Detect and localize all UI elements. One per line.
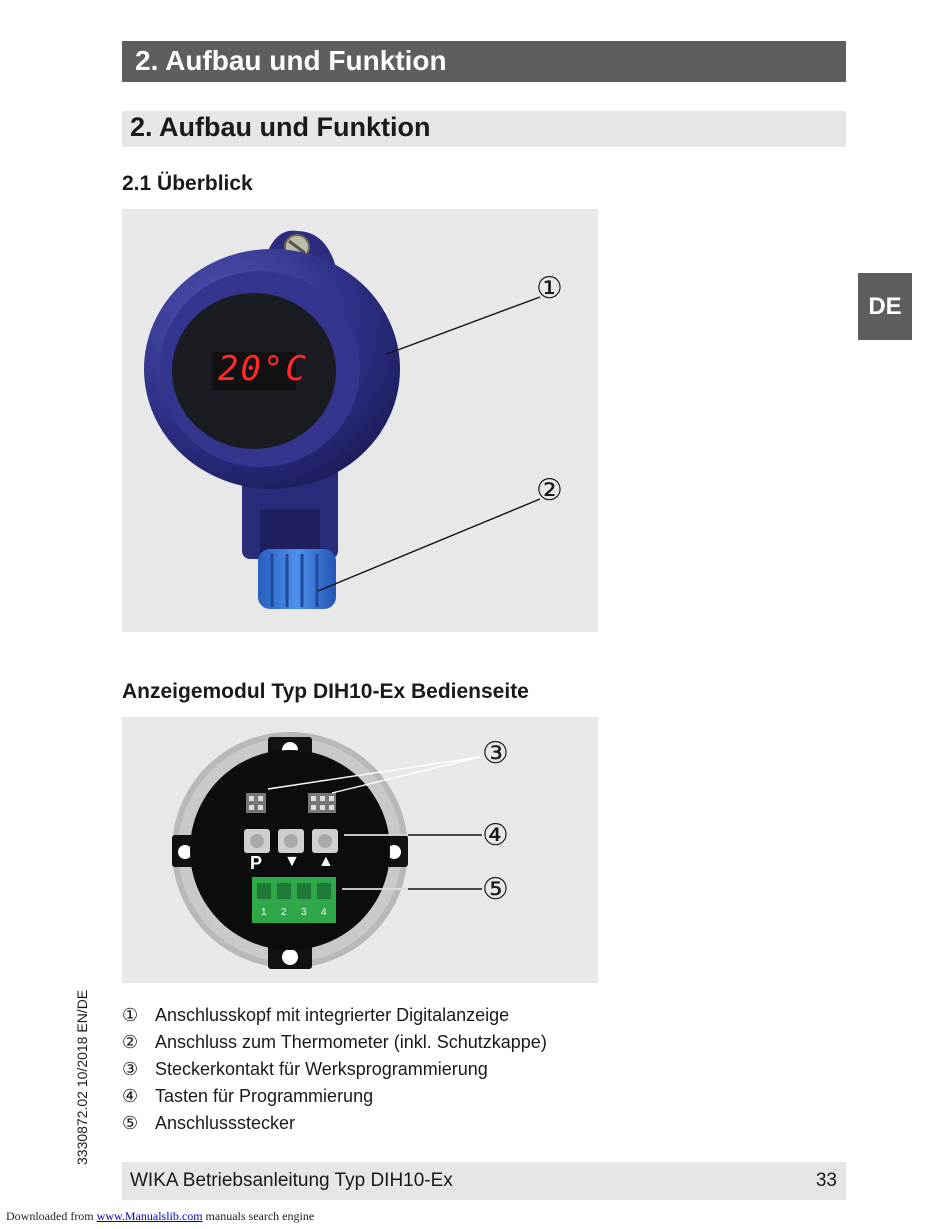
legend-number: ⑤ xyxy=(122,1113,139,1133)
page-footer xyxy=(122,1162,846,1200)
callout-1: ① xyxy=(536,272,563,305)
chapter-header-bar xyxy=(122,41,846,82)
callout-4: ④ xyxy=(482,819,509,852)
download-suffix: manuals search engine xyxy=(202,1209,315,1223)
button-label-up: ▲ xyxy=(318,853,334,870)
footer-title: WIKA Betriebsanleitung Typ DIH10-Ex xyxy=(130,1170,453,1191)
button-label-p: P xyxy=(250,853,263,873)
legend-text: Tasten für Programmierung xyxy=(155,1086,374,1106)
download-prefix: Downloaded from xyxy=(6,1209,97,1223)
section-header-bar xyxy=(122,111,846,147)
subsection-title: 2.1 Überblick xyxy=(122,172,253,195)
legend-number: ① xyxy=(122,1005,139,1025)
legend-text: Anschlussstecker xyxy=(155,1113,296,1133)
legend-item xyxy=(122,1029,547,1056)
callout-2: ② xyxy=(536,474,563,507)
chapter-header-title: 2. Aufbau und Funktion xyxy=(135,45,447,76)
document-number: 3330872.02 10/2018 EN/DE xyxy=(74,989,90,1165)
legend-text: Anschlusskopf mit integrierter Digitalanzeige xyxy=(155,1005,510,1025)
figure-connection-head xyxy=(122,209,598,632)
legend-text: Anschluss zum Thermometer (inkl. Schutzkappe) xyxy=(155,1032,547,1052)
display-module-illustration xyxy=(122,717,598,983)
legend-number: ② xyxy=(122,1032,139,1052)
legend-number: ④ xyxy=(122,1086,139,1106)
figure-legend xyxy=(122,1002,547,1137)
terminal-number-4: 4 xyxy=(321,907,327,918)
legend-item xyxy=(122,1002,547,1029)
legend-item xyxy=(122,1110,547,1137)
terminal-number-1: 1 xyxy=(261,907,267,918)
figure-display-module xyxy=(122,717,598,983)
callout-3: ③ xyxy=(482,737,509,770)
legend-text: Steckerkontakt für Werksprogrammierung xyxy=(155,1059,488,1079)
module-heading: Anzeigemodul Typ DIH10-Ex Bedienseite xyxy=(122,680,529,703)
section-title: 2. Aufbau und Funktion xyxy=(130,112,431,142)
download-notice xyxy=(6,1209,314,1224)
button-label-down: ▼ xyxy=(284,853,300,870)
terminal-number-3: 3 xyxy=(301,907,307,918)
legend-item xyxy=(122,1056,547,1083)
callout-5: ⑤ xyxy=(482,873,509,906)
language-tab: DE xyxy=(858,273,912,340)
terminal-number-2: 2 xyxy=(281,907,287,918)
legend-item xyxy=(122,1083,547,1110)
manualslib-link[interactable]: www.Manualslib.com xyxy=(96,1209,203,1223)
page-number: 33 xyxy=(815,1170,837,1191)
digital-display-reading: 20°C xyxy=(218,349,308,389)
legend-number: ③ xyxy=(122,1059,139,1079)
connection-head-illustration xyxy=(122,209,598,632)
